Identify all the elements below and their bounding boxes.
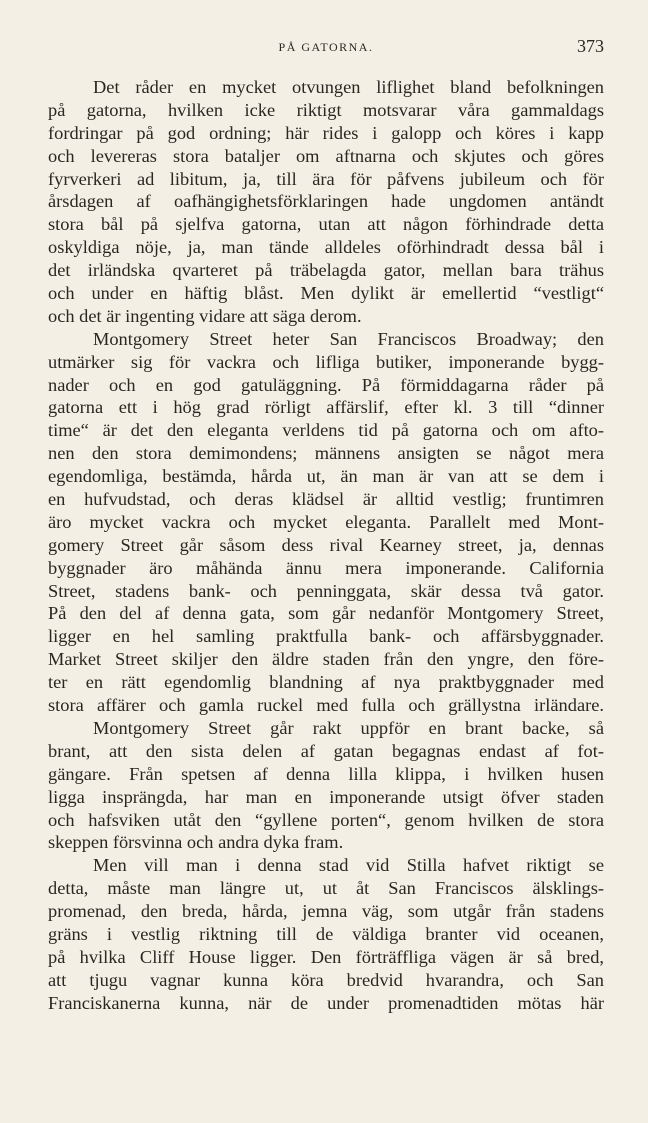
text-line: gräns i vestlig riktning till de väldiga branter vid oceanen,: [48, 923, 604, 944]
text-line: och under en häftig blåst. Men dylikt är emellertid “vestligt“: [48, 283, 604, 304]
text-line: på gatorna, hvilken icke riktigt motsvarar våra gammaldags: [48, 99, 604, 120]
text-line: gängare. Från spetsen af denna lilla klippa, i hvilken husen: [48, 763, 604, 784]
text-line: ligger en hel samling praktfulla bank- och affärsbyggnader.: [48, 626, 604, 647]
text-line: fordringar på god ordning; här rides i galopp och köres i kapp: [48, 122, 604, 143]
text-line: ligga insprängda, har man en imponerande utsigt öfver staden: [48, 786, 604, 807]
text-line: stora bål på sjelfva gatorna, utan att någon förhindrade detta: [48, 214, 604, 235]
text-line: Market Street skiljer den äldre staden från den yngre, den före-: [48, 649, 604, 670]
text-line: brant, att den sista delen af gatan begagnas endast af fot-: [48, 740, 604, 761]
text-line: nen den stora demimondens; männens ansigten se något mera: [48, 443, 604, 464]
text-line: Montgomery Street heter San Franciscos Broadway; den: [93, 328, 604, 349]
text-line: Street, stadens bank- och penninggata, skär dessa två gator.: [48, 580, 604, 601]
text-line: Det råder en mycket otvungen liflighet bland befolkningen: [93, 77, 604, 97]
paragraph: [48, 854, 604, 1014]
page-header: [48, 36, 604, 60]
paragraph: [48, 328, 604, 717]
paragraph: [48, 76, 604, 328]
text-line: äro mycket vackra och mycket eleganta. Parallelt med Mont-: [48, 511, 604, 532]
text-line: gomery Street går såsom dess rival Kearney street, ja, dennas: [48, 534, 604, 555]
text-line: detta, måste man längre ut, ut åt San Franciscos älsklings-: [48, 878, 604, 899]
text-line: oskyldiga nöje, ja, man tände alldeles oförhindradt dessa bål i: [48, 237, 604, 258]
text-line: På den del af denna gata, som går nedanför Montgomery Street,: [48, 603, 604, 624]
text-line: Montgomery Street går rakt uppför en brant backe, så: [93, 717, 604, 738]
text-line: ter en rätt egendomlig blandning af nya praktbyggnader med: [48, 672, 604, 693]
text-line: egendomliga, bestämda, hårda ut, än man är van att se dem i: [48, 466, 604, 487]
paragraph: [48, 717, 604, 854]
text-line: fyrverkeri ad libitum, ja, till ära för påfvens jubileum och för: [48, 168, 604, 189]
text-line: time“ är det den eleganta verldens tid på gatorna och om afto-: [48, 420, 604, 441]
text-line: och det är ingenting vidare att säga derom.: [48, 305, 362, 326]
text-line: utmärker sig för vackra och lifliga butiker, imponerande bygg-: [48, 351, 604, 372]
text-line: nader och en god gatuläggning. På förmiddagarna råder på: [48, 374, 604, 395]
text-line: och levereras stora bataljer om aftnarna och skjutes och göres: [48, 145, 604, 166]
body-text: [48, 76, 604, 1015]
text-line: byggnader äro måhända ännu mera imponerande. California: [48, 557, 604, 578]
text-line: det irländska qvarteret på träbelagda gator, mellan bara trähus: [48, 260, 604, 281]
text-line: en hufvudstad, och deras klädsel är alltid vestlig; fruntimren: [48, 489, 604, 510]
text-line: gatorna ett i hög grad rörligt affärslif, efter kl. 3 till “dinner: [48, 397, 604, 418]
text-line: Franciskanerna kunna, när de under promenadtiden mötas här: [48, 992, 604, 1013]
text-line: att tjugu vagnar kunna köra bredvid hvarandra, och San: [48, 969, 604, 990]
text-line: på hvilka Cliff House ligger. Den förträffliga vägen är så bred,: [48, 946, 604, 967]
page-number: 373: [577, 36, 604, 56]
text-line: Men vill man i denna stad vid Stilla hafvet riktigt se: [93, 855, 604, 876]
running-head: PÅ GATORNA.: [278, 40, 374, 54]
text-line: skeppen försvinna och andra dyka fram.: [48, 832, 344, 853]
text-line: promenad, den breda, hårda, jemna väg, som utgår från stadens: [48, 901, 604, 922]
text-line: och hafsviken utåt den “gyllene porten“, genom hvilken de stora: [48, 809, 604, 830]
text-line: årsdagen af oafhängighetsförklaringen hade ungdomen antändt: [48, 191, 604, 212]
text-line: stora affärer och gamla ruckel med fulla och grällystna irländare.: [48, 695, 604, 716]
